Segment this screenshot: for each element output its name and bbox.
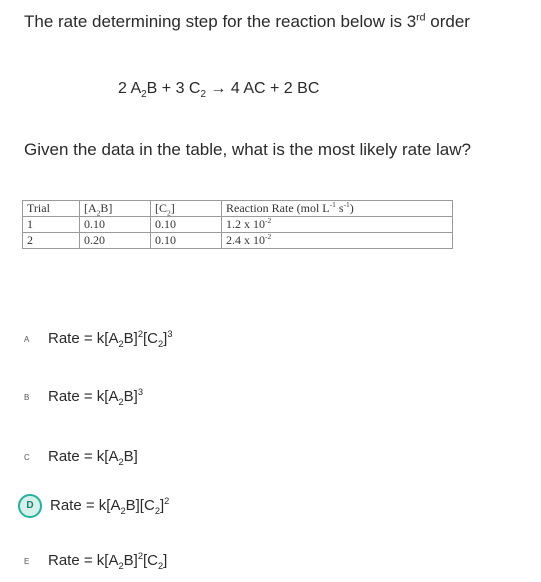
answer-choice-a[interactable]: A Rate = $k[A_2B]^2[C_2]^3$ [24,329,173,349]
cell-trial: 1 [23,217,80,233]
selected-choice-icon: D [18,494,42,518]
header-a2b: $[A_2B]$ [80,201,151,217]
table-row [23,217,453,233]
choice-letter-e: E [24,556,30,566]
cell-c2: 0.10 [151,217,222,233]
header-reaction-rate: Reaction Rate (mol $L^{-1}$ $s^{-1}$) [222,201,453,217]
answer-choice-e[interactable]: E Rate = $k[A_2B]^2[C_2]$ [24,551,168,571]
choice-letter-a: A [24,334,30,344]
question-prompt: Given the data in the table, what is the most likely rate law? [24,140,471,159]
answer-choice-d-selected[interactable]: D Rate = $k[A_2B][C_2]^2$ [24,494,169,518]
answer-choice-b[interactable]: B Rate = $k[A_2B]^3$ [24,387,143,407]
cell-a2b: 0.10 [80,217,151,233]
reaction-equation: 2 $A_2B + 3$ $C_2 \to 4$ AC + 2 BC [118,80,320,101]
cell-trial: 2 [23,233,80,249]
table-row [23,233,453,249]
cell-c2: 0.10 [151,233,222,249]
table-header-row [23,201,453,217]
header-trial: Trial [23,201,80,217]
cell-a2b: 0.20 [80,233,151,249]
header-c2: $[C_2]$ [151,201,222,217]
cell-rate: 1.2 x $10^{-2}$ [222,217,453,233]
cell-rate: 2.4 x $10^{-2}$ [222,233,453,249]
answer-choice-c[interactable]: C Rate = $k[A_2B]$ [24,448,138,467]
choice-letter-b: B [24,392,30,402]
rate-data-table [22,200,453,249]
choice-letter-c: C [24,452,30,462]
reaction-arrow: → [205,80,231,97]
question-text: The rate determining step for the reaction below is 3rd order [24,11,470,31]
